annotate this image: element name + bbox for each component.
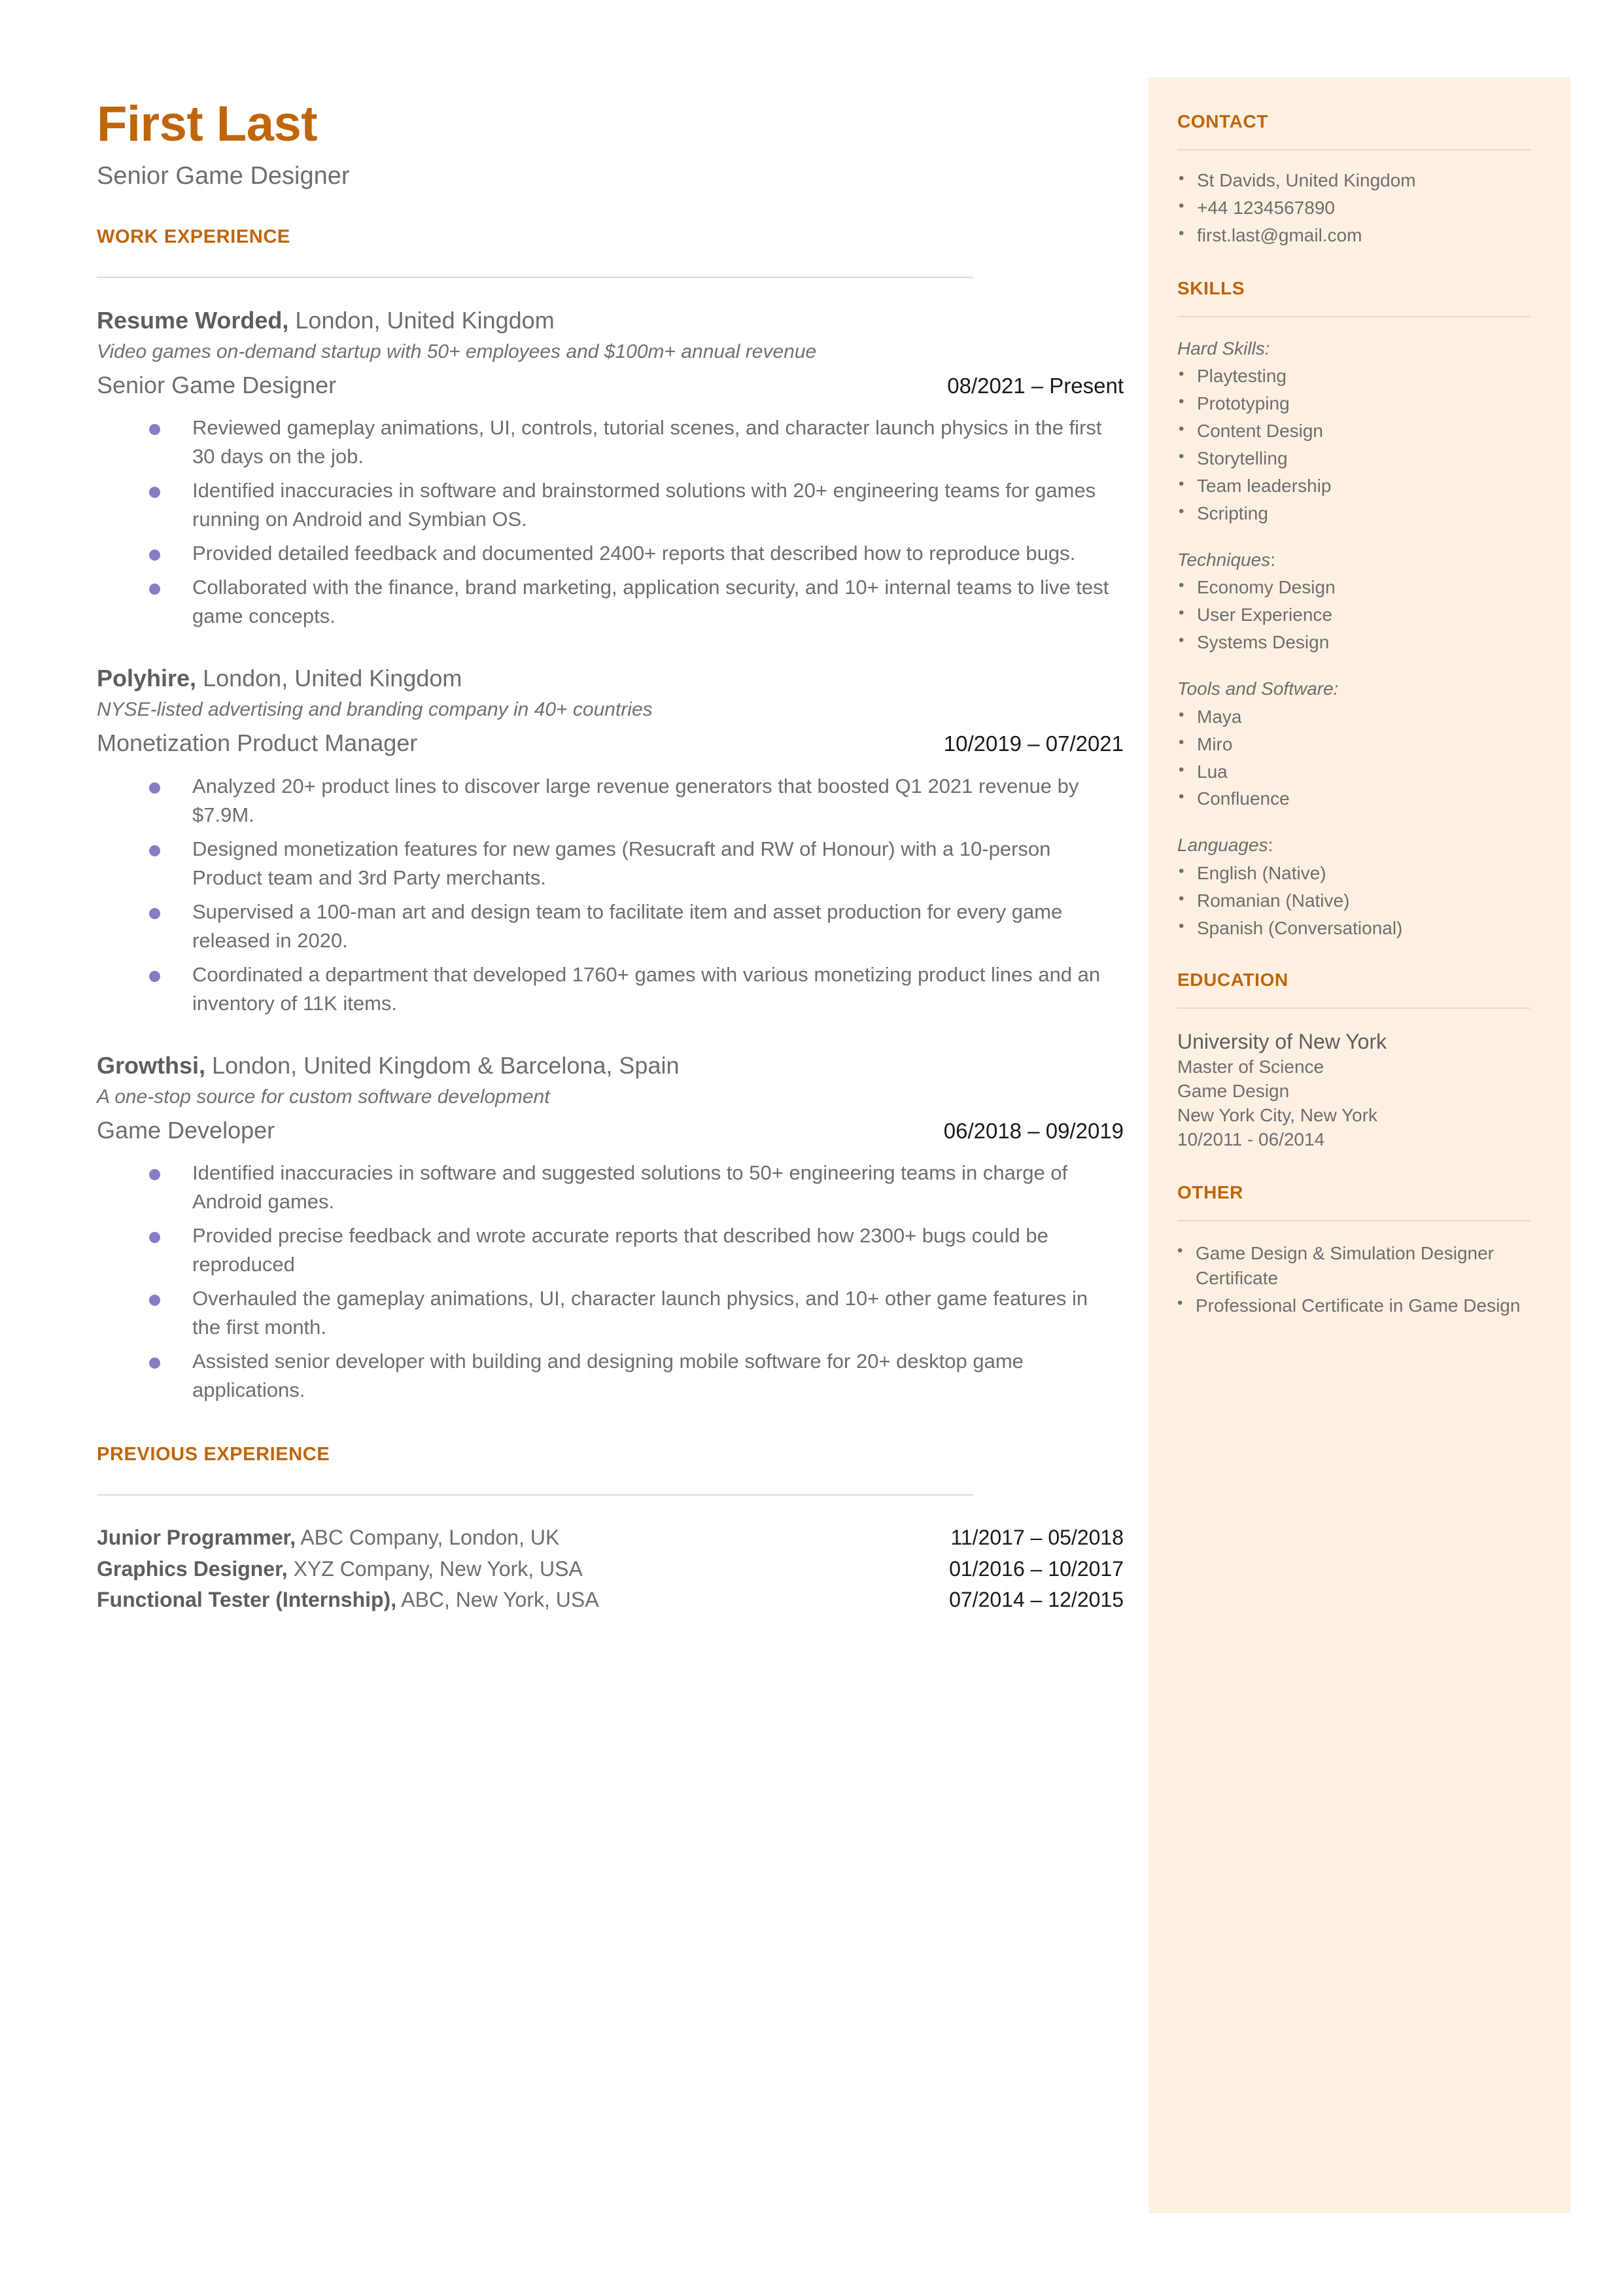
job-description: A one-stop source for custom software development: [97, 1085, 550, 1108]
job-title-row: [97, 371, 1124, 399]
job-bullet-list: [97, 413, 1124, 631]
job-title-row: [97, 1116, 1124, 1144]
skills-item: • Miro: [1177, 733, 1544, 757]
education-entry: [1177, 1028, 1544, 1152]
previous-experience-row: [97, 1554, 1124, 1584]
skills-list: [1177, 337, 1544, 941]
skills-item: • Spanish (Conversational): [1177, 917, 1544, 941]
work-experience-list: [97, 306, 1124, 1405]
other-item: • Game Design & Simulation Designer Certificate: [1177, 1241, 1544, 1291]
job-bullet: Overhauled the gameplay animations, UI, character launch physics, and 10+ other game features in the first month.: [97, 1284, 1117, 1342]
job-bullet: Supervised a 100-man art and design team to facilitate item and asset production for every game released in 2020.: [97, 898, 1117, 955]
job-entry: [97, 1051, 1124, 1405]
job-bullet: Collaborated with the finance, brand marketing, application security, and 10+ internal teams to live test game concepts.: [97, 573, 1117, 631]
previous-experience-title: Functional Tester (Internship),: [97, 1587, 397, 1611]
skills-group: [1177, 677, 1544, 811]
previous-experience-dates: 11/2017 – 05/2018: [950, 1526, 1124, 1550]
job-company-name: Polyhire,: [97, 665, 197, 692]
previous-experience-title: Junior Programmer,: [97, 1526, 296, 1550]
main-column: [97, 98, 1124, 1616]
previous-experience-detail: ABC, New York, USA: [396, 1587, 599, 1611]
job-location: London, United Kingdom & Barcelona, Spain: [205, 1051, 680, 1079]
previous-experience-row: [97, 1523, 1124, 1552]
skills-group: [1177, 548, 1544, 655]
section-heading-skills: SKILLS: [1177, 277, 1245, 298]
contact-item[interactable]: • St Davids, United Kingdom: [1177, 169, 1544, 193]
skills-item: • Content Design: [1177, 419, 1544, 444]
section-heading-work-experience: WORK EXPERIENCE: [97, 226, 290, 248]
job-bullet: Provided precise feedback and wrote accurate reports that described how 2300+ bugs could be reproduced: [97, 1221, 1117, 1279]
education-location: New York City, New York: [1177, 1105, 1378, 1126]
job-company: [97, 1051, 1124, 1080]
skills-item: • Systems Design: [1177, 631, 1544, 655]
previous-experience-text: [97, 1585, 599, 1615]
education-field: Game Design: [1177, 1081, 1290, 1102]
job-bullet: Reviewed gameplay animations, UI, controls, tutorial scenes, and character launch physics in the first 30 days on the job.: [97, 413, 1117, 471]
skills-group: [1177, 337, 1544, 526]
job-bullet: Analyzed 20+ product lines to discover large revenue generators that boosted Q1 2021 revenue by $7.9M.: [97, 772, 1117, 830]
section-heading-education: EDUCATION: [1177, 969, 1288, 990]
skills-group-label: Tools and Software:: [1177, 678, 1339, 699]
job-title: Senior Game Designer: [97, 372, 337, 399]
section-divider: [1177, 149, 1530, 150]
previous-experience-text: [97, 1554, 583, 1584]
sidebar-content: [1177, 111, 1544, 1320]
skills-item-list: [1177, 576, 1544, 655]
previous-experience-dates: 01/2016 – 10/2017: [949, 1556, 1124, 1581]
job-company: [97, 306, 1124, 335]
skills-item: • User Experience: [1177, 603, 1544, 627]
skills-item-list: [1177, 364, 1544, 526]
section-divider: [1177, 1220, 1530, 1221]
job-bullet-list: [97, 1159, 1124, 1405]
job-title: Monetization Product Manager: [97, 729, 418, 757]
previous-experience-title: Graphics Designer,: [97, 1556, 288, 1581]
education-degree: Master of Science: [1177, 1057, 1324, 1077]
other-item: • Professional Certificate in Game Design: [1177, 1293, 1544, 1318]
previous-experience-dates: 07/2014 – 12/2015: [949, 1587, 1124, 1611]
skills-item: • Playtesting: [1177, 364, 1544, 389]
skills-item: • English (Native): [1177, 862, 1544, 886]
skills-group: [1177, 833, 1544, 940]
section-heading-previous-experience: PREVIOUS EXPERIENCE: [97, 1444, 330, 1465]
contact-list: [1177, 169, 1544, 248]
skills-item: • Confluence: [1177, 787, 1544, 811]
job-description: Video games on-demand startup with 50+ employees and $100m+ annual revenue: [97, 341, 817, 363]
section-heading-other: OTHER: [1177, 1182, 1243, 1203]
job-company-name: Resume Worded,: [97, 307, 289, 334]
job-location: London, United Kingdom: [288, 307, 555, 334]
previous-experience-row: [97, 1585, 1124, 1615]
job-bullet: Identified inaccuracies in software and brainstormed solutions with 20+ engineering teams for games running on Android and Symbian OS.: [97, 476, 1117, 534]
skills-item: • Economy Design: [1177, 576, 1544, 600]
page-title: First Last: [97, 96, 318, 152]
job-company-name: Growthsi,: [97, 1051, 206, 1079]
section-divider: [1177, 1007, 1530, 1009]
headline: Senior Game Designer: [97, 162, 350, 190]
job-bullet: Designed monetization features for new games (Resucraft and RW of Honour) with a 10-person Product team and 3rd Party merchants.: [97, 835, 1117, 892]
skills-item-list: [1177, 862, 1544, 941]
other-list: [1177, 1241, 1544, 1318]
previous-experience-text: [97, 1523, 559, 1552]
section-divider: [97, 277, 973, 278]
education-dates: 10/2011 - 06/2014: [1177, 1129, 1325, 1150]
previous-experience-detail: ABC Company, London, UK: [296, 1526, 560, 1550]
education-school: University of New York: [1177, 1029, 1387, 1053]
job-bullet: Provided detailed feedback and documented 2400+ reports that described how to reproduce bugs.: [97, 539, 1117, 568]
job-dates: 08/2021 – Present: [947, 374, 1124, 398]
job-title: Game Developer: [97, 1116, 275, 1144]
skills-item-list: [1177, 705, 1544, 812]
skills-group-label: Languages:: [1177, 835, 1273, 856]
job-description: NYSE-listed advertising and branding company in 40+ countries: [97, 699, 653, 721]
skills-item: • Scripting: [1177, 502, 1544, 526]
job-bullet-list: [97, 772, 1124, 1018]
job-bullet: Assisted senior developer with building and designing mobile software for 20+ desktop game applications.: [97, 1347, 1117, 1405]
section-heading-contact: CONTACT: [1177, 111, 1268, 131]
skills-item: • Prototyping: [1177, 392, 1544, 416]
job-title-row: [97, 729, 1124, 757]
previous-experience-detail: XYZ Company, New York, USA: [287, 1556, 583, 1581]
section-divider: [97, 1494, 973, 1496]
job-bullet: Identified inaccuracies in software and suggested solutions to 50+ engineering teams in charge of Android games.: [97, 1159, 1117, 1216]
skills-group-label: Techniques:: [1177, 549, 1275, 570]
job-dates: 10/2019 – 07/2021: [943, 731, 1124, 756]
job-bullet: Coordinated a department that developed 1760+ games with various monetizing product lines and an inventory of 11K items.: [97, 960, 1117, 1018]
skills-item: • Lua: [1177, 760, 1544, 784]
skills-group-label: Hard Skills:: [1177, 338, 1270, 359]
job-entry: [97, 663, 1124, 1017]
contact-item[interactable]: • +44 1234567890: [1177, 196, 1544, 220]
section-divider: [1177, 316, 1530, 317]
skills-item: • Maya: [1177, 705, 1544, 729]
job-location: London, United Kingdom: [196, 665, 462, 692]
skills-item: • Romanian (Native): [1177, 889, 1544, 913]
previous-experience-list: [97, 1523, 1124, 1615]
job-entry: [97, 306, 1124, 631]
job-company: [97, 663, 1124, 693]
job-dates: 06/2018 – 09/2019: [943, 1118, 1124, 1143]
skills-item: • Team leadership: [1177, 474, 1544, 499]
skills-item: • Storytelling: [1177, 447, 1544, 471]
contact-item[interactable]: • first.last@gmail.com: [1177, 224, 1544, 248]
